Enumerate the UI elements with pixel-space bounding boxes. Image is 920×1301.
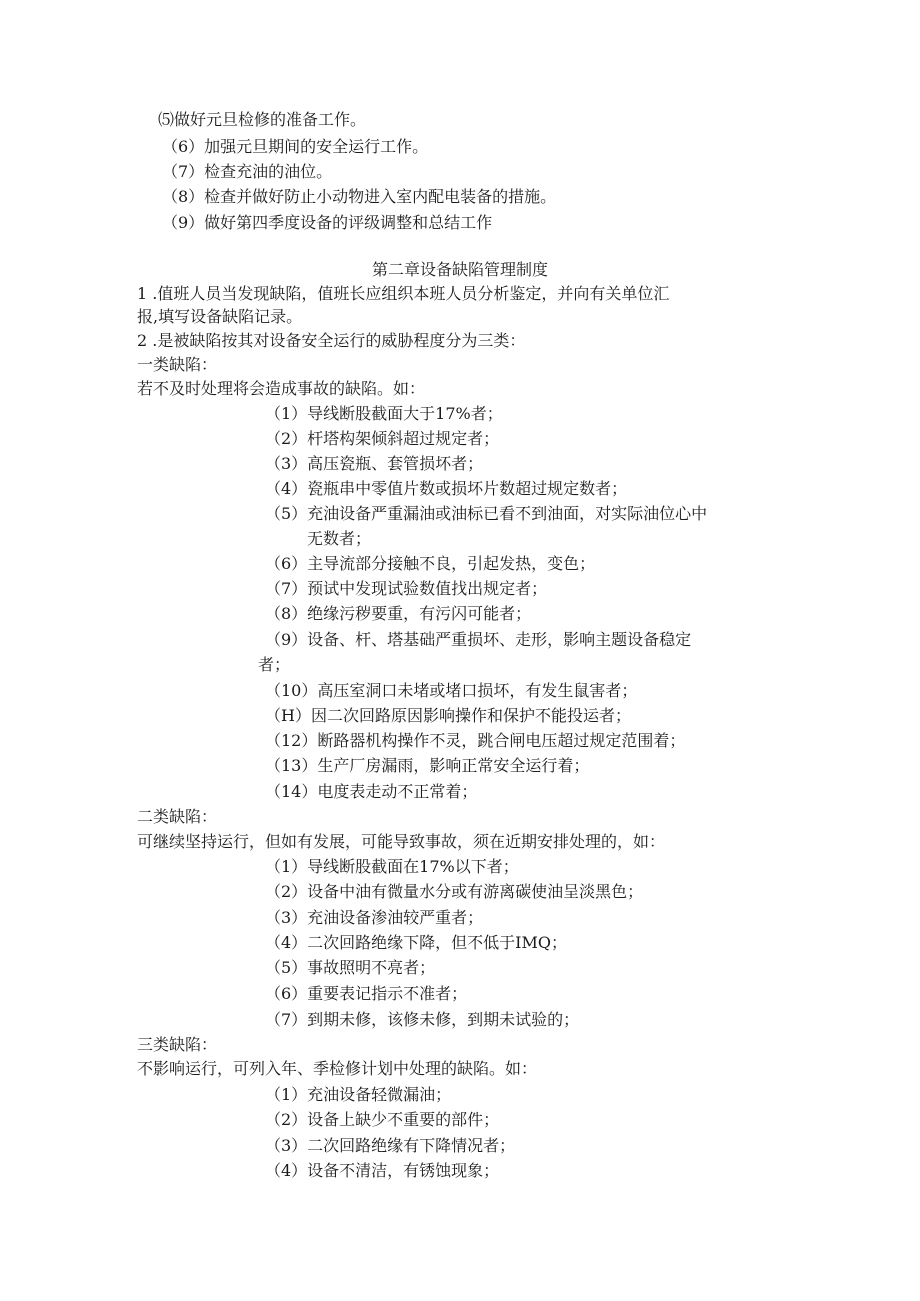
intro-item-7: （7）检查充油的油位。	[162, 162, 333, 181]
intro-item-5: ⑸做好元旦检修的准备工作。	[158, 110, 367, 129]
class1-item: （2）杆塔构架倾斜超过规定者；	[265, 429, 500, 448]
class1-item: （14）电度表走动不正常着；	[265, 782, 478, 801]
class2-item: （2）设备中油有微量水分或有游离碳使油呈淡黑色；	[265, 882, 644, 901]
class3-desc: 不影响运行，可列入年、季检修计划中处理的缺陷。如：	[137, 1059, 538, 1078]
intro-item-8: （8）检查并做好防止小动物进入室内配电装备的措施。	[162, 187, 557, 206]
paragraph-2: 2 .是被缺陷按其对设备安全运行的威胁程度分为三类：	[137, 331, 526, 350]
class3-heading: 三类缺陷：	[137, 1035, 218, 1054]
class2-item: （7）到期未修，该修未修，到期未试验的；	[265, 1010, 580, 1029]
class2-item: （6）重要表记指示不准者；	[265, 984, 468, 1003]
class2-item: （1）导线断股截面在17%以下者；	[265, 857, 519, 876]
class1-item: （7）预试中发现试验数值找出规定者；	[265, 579, 548, 598]
class2-item: （3）充油设备渗油较严重者；	[265, 908, 484, 927]
class2-heading: 二类缺陷：	[137, 807, 218, 826]
class3-item: （1）充油设备轻微漏油；	[265, 1085, 452, 1104]
intro-item-9: （9）做好第四季度设备的评级调整和总结工作	[162, 213, 493, 232]
paragraph-1-line-2: 报,填写设备缺陷记录。	[137, 307, 303, 326]
class1-item-continuation: 无数者；	[307, 529, 372, 548]
class1-item: （1）导线断股截面大于17%者；	[265, 404, 503, 423]
class1-desc: 若不及时处理将会造成事故的缺陷。如：	[137, 379, 426, 398]
class1-item: （H）因二次回路原因影响操作和保护不能投运者；	[265, 706, 631, 725]
class1-item: （8）绝缘污秽要重，有污闪可能者；	[265, 604, 532, 623]
class1-item: （6）主导流部分接触不良，引起发热，变色；	[265, 554, 596, 573]
chapter-title: 第二章设备缺陷管理制度	[371, 260, 548, 279]
class3-item: （4）设备不清洁，有锈蚀现象；	[265, 1161, 500, 1180]
class1-heading: 一类缺陷：	[137, 355, 218, 374]
class1-item: （13）生产厂房漏雨，影响正常安全运行着；	[265, 756, 590, 775]
class3-item: （2）设备上缺少不重要的部件；	[265, 1110, 500, 1129]
class1-item: （9）设备、杆、塔基础严重损坏、走形，影响主题设备稳定	[265, 630, 692, 649]
class2-desc: 可继续坚持运行，但如有发展，可能导致事故，须在近期安排处理的，如：	[137, 832, 666, 851]
class1-item: （10）高压室洞口未堵或堵口损坏，有发生鼠害者；	[265, 681, 638, 700]
class1-item: （4）瓷瓶串中零值片数或损坏片数超过规定数者；	[265, 479, 628, 498]
class3-item: （3）二次回路绝缘有下降情况者；	[265, 1136, 516, 1155]
intro-item-6: （6）加强元旦期间的安全运行工作。	[162, 137, 429, 156]
class1-item: （5）充油设备严重漏油或油标已看不到油面，对实际油位心中	[265, 504, 708, 523]
class1-item: （3）高压瓷瓶、套管损坏者；	[265, 454, 484, 473]
paragraph-1-line-1: 1 .值班人员当发现缺陷，值班长应组织本班人员分析鉴定，并向有关单位汇	[137, 284, 670, 303]
class1-item-continuation: 者；	[258, 655, 291, 674]
class2-item: （5）事故照明不亮者；	[265, 958, 436, 977]
class2-item: （4）二次回路绝缘下降，但不低于IMQ；	[265, 933, 568, 952]
class1-item: （12）断路器机构操作不灵，跳合闸电压超过规定范围着；	[265, 731, 686, 750]
